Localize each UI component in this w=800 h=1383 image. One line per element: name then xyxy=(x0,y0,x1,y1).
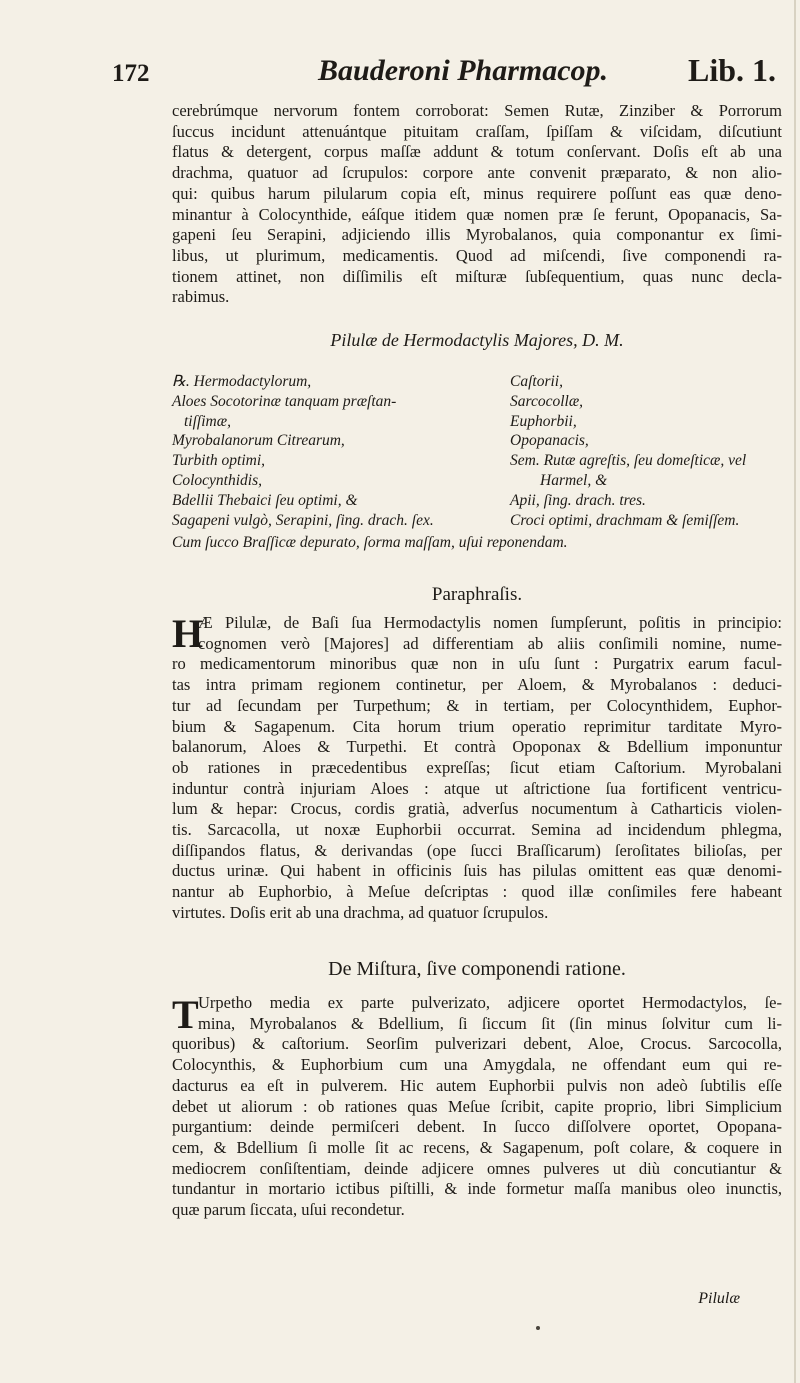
text-line: tionem attinet, non diſſimilis eſt miſturæ ſubſequentium, quas nunc decla- xyxy=(172,266,782,286)
recipe-item: Apii, ſing. drach. tres. xyxy=(510,491,646,509)
running-title: Bauderoni Pharmacop. xyxy=(318,54,609,87)
text-line: balanorum, Aloes & Turpethi. Et contrà Opoponax & Bdellium imponuntur xyxy=(172,737,782,757)
recipe-item: Aloes Socotorinæ tanquam præſtan- xyxy=(172,392,397,410)
text-line: cerebrúmque nervorum fontem corroborat: Semen Rutæ, Zinziber & Porrorum xyxy=(172,101,782,120)
pilulae-heading: Pilulæ de Hermodactylis Majores, D. M. xyxy=(330,330,624,350)
paraphrasis-paragraph xyxy=(172,613,782,924)
text-line: gapeni ſeu Serapini, adjiciendo illis Myrobalanos, quia componantur ex ſimi- xyxy=(172,225,782,245)
recipe-item: ℞. Hermodactylorum, xyxy=(172,373,312,390)
text-line: mediocrem conſiſtentiam, deinde adjicere omnes pulveres ut diù concutiantur & xyxy=(172,1158,782,1178)
text-line: diſſipandos flatus, & derivandas (ope ſucci Braſſicarum) ſeroſitates bilioſas, per xyxy=(172,840,782,860)
recipe-closing: Cum ſucco Braſſicæ depurato, ſorma maſſam, uſui reponendam. xyxy=(172,534,568,551)
recipe-item: Opopanacis, xyxy=(510,432,589,450)
intro-paragraph xyxy=(172,101,782,308)
text-line: tas intra primam regionem continetur, per Aloem, & Myrobalanos : deduci- xyxy=(172,675,782,695)
text-line: tundantur in mortario ictibus piſtilli, & inde formetur maſſa manibus oleo inunctis, xyxy=(172,1179,782,1199)
dropcap-t: T xyxy=(172,992,199,1037)
recipe-item: tiſſimæ, xyxy=(184,412,231,430)
text-line: induntur contrà injuriam Aloes : atque ut aſtrictione ſua fortificent ventricu- xyxy=(172,778,782,798)
text-line: Urpetho media ex parte pulverizato, adjicere oportet Hermodactylos, ſe- xyxy=(198,993,782,1012)
text-line: lum & hepar: Crocus, cordis gratià, adverſus nocumentum à Catharticis violen- xyxy=(172,799,782,819)
recipe-item: Colocynthidis, xyxy=(172,471,262,489)
text-line: virtutes. Doſis erit ab una drachma, ad quatuor ſcrupulos. xyxy=(172,902,549,922)
book-number: Lib. 1. xyxy=(687,52,776,88)
recipe-item: Bdellii Thebaici ſeu optimi, & xyxy=(172,491,358,509)
text-line: mina, Myrobalanos & Bdellium, ſi ſiccum ſit (ſin minus ſolvitur cum li- xyxy=(198,1013,782,1033)
recipe-item: Caſtorii, xyxy=(510,373,563,390)
text-line: cem, & Bdellium ſi molle ſit ac recens, & Sagapenum, poſt colare, & coquere in xyxy=(172,1137,782,1157)
text-line: tis. Sarcacolla, ut noxæ Euphorbii occurrat. Semina ad incidendum phlegma, xyxy=(172,820,782,840)
text-line: cognomen verò [Majores] ad differentiam ab aliis conſimili nomine, nume- xyxy=(198,633,782,653)
text-line: nantur ab Euphorbio, à Meſue deſcriptas : quod illæ conſimiles fere habeant xyxy=(172,882,782,902)
recipe-right-column xyxy=(510,372,746,530)
text-line: tur ad ſecundam per Turpethum; & in tertiam, per Colocynthidem, Euphor- xyxy=(172,695,782,715)
text-line: debet ut aliorum : ob rationes quas Meſue ſcribit, capite proprio, libri Simplicium xyxy=(172,1096,782,1116)
text-line: Æ Pilulæ, de Baſi ſua Hermodactylis nomen ſumpſerunt, poſitis in principio: xyxy=(198,613,782,632)
ink-speck xyxy=(536,1326,540,1330)
text-line: flatus & detergent, corpus maſſæ addunt & totum conſervant. Doſis eſt ab una xyxy=(172,142,782,162)
text-line: quoribus) & caſtorium. Seorſim pulverizari debent, Aloe, Crocus. Sarcocolla, xyxy=(172,1034,782,1054)
text-line: dacturus ea eſt in pulverem. Hic autem Euphorbii pulvis non adeò ſubtilis eſſe xyxy=(172,1075,782,1095)
text-line: qui: quibus harum pilularum copia eſt, minus requirere poſſunt eas quæ deno- xyxy=(172,183,782,203)
page-edge xyxy=(794,0,796,1383)
text-line: quæ parum ſiccata, uſui recondetur. xyxy=(172,1200,405,1220)
recipe-item: Sagapeni vulgò, Serapini, ſing. drach. ſex. xyxy=(172,511,434,529)
running-header xyxy=(112,52,776,96)
recipe-item: Myrobalanorum Citrearum, xyxy=(172,432,345,450)
text-line: libus, ut plurimum, medicamentis. Quod ad miſcendi, ſive componendi ra- xyxy=(172,245,782,265)
text-line: ob rationes in præcedentibus expreſſas; ſicut etiam Caſtorium. Myrobalani xyxy=(172,757,782,777)
recipe-item: Sem. Rutæ agreſtis, ſeu domeſticæ, vel xyxy=(510,452,747,470)
recipe-left-column xyxy=(172,372,434,530)
recipe-item: Euphorbii, xyxy=(510,412,577,430)
recipe-closing-wrap xyxy=(172,533,568,553)
mixtura-heading: De Miſtura, ſive componendi ratione. xyxy=(328,958,626,980)
text-line: ro medicamentorum minoribus quæ non in uſu ſunt : Purgatrix earum facul- xyxy=(172,654,782,674)
recipe-item: Harmel, & xyxy=(540,471,608,489)
dropcap-h: H xyxy=(172,611,204,656)
recipe-item: Turbith optimi, xyxy=(172,452,266,470)
text-line: drachma, quatuor ad ſcrupulos: corpore ante convenit præparato, & non alio- xyxy=(172,163,782,183)
recipe-block xyxy=(172,372,792,572)
recipe-item: Croci optimi, drachmam & ſemiſſem. xyxy=(510,511,740,529)
text-line: rabimus. xyxy=(172,287,230,307)
mixtura-paragraph xyxy=(172,993,782,1221)
text-line: purgantium: deinde permiſceri debent. In ſucco diſſolvere oportet, Opopana- xyxy=(172,1117,782,1137)
text-line: Colocynthis, & Euphorbium cum una Amygdala, ne offendant eum qui re- xyxy=(172,1055,782,1075)
text-line: ductus urinæ. Qui habent in officinis ſuis has pilulas omittent eas quæ denomi- xyxy=(172,861,782,881)
text-line: ſuccus incidunt attenuántque pituitam craſſam, ſpiſſam & viſcidam, diſcutiunt xyxy=(172,121,782,141)
paraphrasis-heading: Paraphraſis. xyxy=(431,584,523,605)
recipe-item: Sarcocollæ, xyxy=(510,392,584,410)
text-line: minantur à Colocynthide, eáſque itidem quæ nomen præ ſe ferunt, Opopanacis, Sa- xyxy=(172,204,782,224)
text-line: bium & Sagapenum. Cita horum trium operatio reprimitur tarditate Myro- xyxy=(172,716,782,736)
page-number: 172 xyxy=(112,60,150,87)
catchword: Pilulæ xyxy=(698,1290,740,1307)
